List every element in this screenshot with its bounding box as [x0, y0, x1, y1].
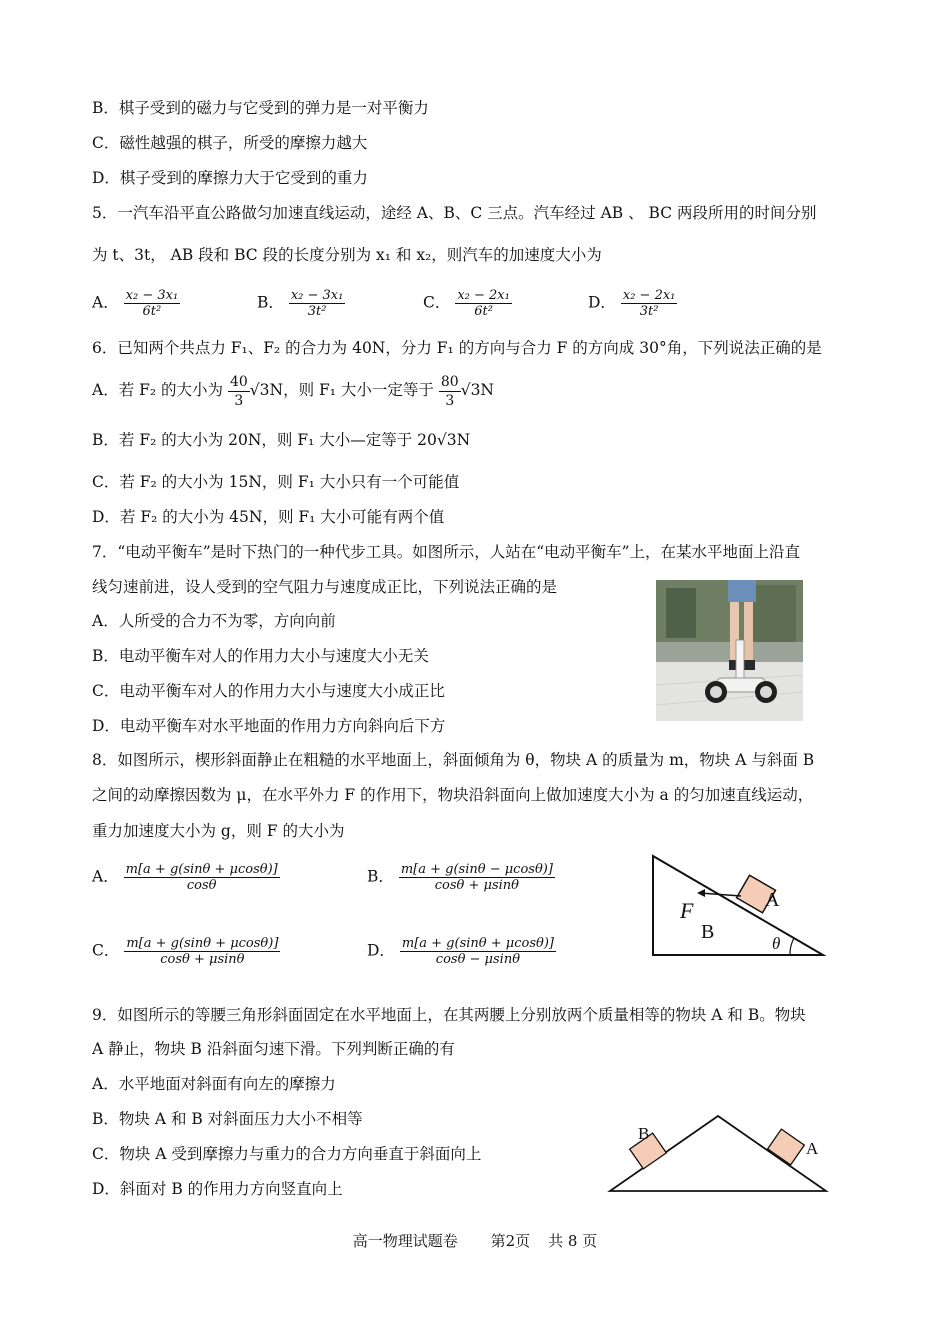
angle-theta-label: θ	[772, 934, 781, 953]
footer-page: 第2页	[490, 1232, 531, 1250]
q9-stem-line1: 9．如图所示的等腰三角形斜面固定在水平地面上，在其两腰上分别放两个质量相等的物块 A 和 B。物块	[92, 1006, 806, 1024]
q7-stem-line2: 线匀速前进，设人受到的空气阻力与速度成正比，下列说法正确的是	[92, 578, 558, 596]
q6-stem: 6．已知两个共点力 F₁、F₂ 的合力为 40N，分力 F₁ 的方向与合力 F 的方向成 30°角，下列说法正确的是	[92, 339, 822, 357]
q9-option-c: C．物块 A 受到摩擦力与重力的合力方向垂直于斜面向上	[92, 1145, 482, 1163]
isosceles-slope-diagram	[600, 1110, 835, 1195]
block-a-label: A	[765, 889, 780, 911]
q8-option-d: D． $\frac{m[a + g(\sin\theta + \mu\cos\theta)]}{\cos\theta - \mu\sin\theta}$	[367, 936, 554, 967]
q6-option-b: B．若 F₂ 的大小为 20N，则 F₁ 大小—定等于 20√3N	[92, 431, 471, 449]
q6-option-a: A．若 F₂ 的大小为 $\frac{40}{3}$ √3N，则 F₁ 大小一定等于 $\frac{80}{3}$ √3N	[92, 373, 494, 409]
q8-option-c: C． $\frac{m[a + g(\sin\theta + \mu\cos\theta)]}{\cos\theta + \mu\sin\theta}$	[92, 936, 279, 967]
q7-option-b: B．电动平衡车对人的作用力大小与速度大小无关	[92, 647, 429, 665]
force-f-label: F	[680, 898, 694, 923]
wedge-diagram	[645, 850, 830, 962]
q5-stem-line1: 5．一汽车沿平直公路做匀加速直线运动，途经 A、B、C 三点。汽车经过 AB 、 BC 两段所用的时间分别	[92, 204, 817, 222]
q5-option-b: B． $\frac{\text{x₂ − 3x₁}}{\text{3t²}}$	[257, 288, 344, 319]
q9-stem-line2: A 静止，物块 B 沿斜面匀速下滑。下列判断正确的有	[92, 1040, 455, 1058]
q9-option-b: B．物块 A 和 B 对斜面压力大小不相等	[92, 1110, 363, 1128]
q7-option-d: D．电动平衡车对水平地面的作用力方向斜向后下方	[92, 717, 446, 735]
q7-option-c: C．电动平衡车对人的作用力大小与速度大小成正比	[92, 682, 445, 700]
q9-option-d: D．斜面对 B 的作用力方向竖直向上	[92, 1180, 343, 1198]
page-footer	[0, 1230, 950, 1251]
q4-option-c: C．磁性越强的棋子，所受的摩擦力越大	[92, 134, 368, 152]
q6-option-d: D．若 F₂ 的大小为 45N，则 F₁ 大小可能有两个值	[92, 508, 445, 526]
q8-stem-line2: 之间的动摩擦因数为 μ，在水平外力 F 的作用下，物块沿斜面向上做加速度大小为 a 的匀加速直线运动，	[92, 786, 814, 804]
q5-option-c: C． $\frac{\text{x₂ − 2x₁}}{\text{6t²}}$	[423, 288, 510, 319]
block-b-label: B	[638, 1124, 650, 1143]
q8-option-a: A． $\frac{m[a + g(\sin\theta + \mu\cos\theta)]}{\cos\theta}$	[92, 862, 278, 893]
footer-total: 共 8 页	[548, 1232, 598, 1250]
q7-option-a: A．人所受的合力不为零，方向向前	[92, 612, 336, 630]
q4-option-d: D．棋子受到的摩擦力大于它受到的重力	[92, 169, 368, 187]
q6-option-c: C．若 F₂ 的大小为 15N，则 F₁ 大小只有一个可能值	[92, 473, 460, 491]
q8-stem-line1: 8．如图所示，楔形斜面静止在粗糙的水平地面上，斜面倾角为 θ，物块 A 的质量为 m，物块 A 与斜面 B	[92, 751, 815, 769]
q9-option-a: A．水平地面对斜面有向左的摩擦力	[92, 1075, 336, 1093]
wedge-b-label: B	[701, 921, 715, 943]
q5-option-a: A． $\frac{\text{x₂ − 3x₁}}{\text{6t²}}$	[92, 288, 179, 319]
q7-stem-line1: 7．“电动平衡车”是时下热门的一种代步工具。如图所示，人站在“电动平衡车”上，在某水平地面上沿直	[92, 543, 801, 561]
block-a-label: A	[806, 1139, 819, 1158]
q5-stem-line2: 为 t、3t， AB 段和 BC 段的长度分别为 x₁ 和 x₂，则汽车的加速度大小为	[92, 246, 602, 264]
footer-title: 高一物理试题卷	[352, 1232, 458, 1250]
q4-option-b: B．棋子受到的磁力与它受到的弹力是一对平衡力	[92, 99, 429, 117]
balance-scooter-photo	[656, 580, 803, 721]
q5-option-d: D． $\frac{\text{x₂ − 2x₁}}{\text{3t²}}$	[588, 288, 676, 319]
q8-stem-line3: 重力加速度大小为 g，则 F 的大小为	[92, 822, 345, 840]
q8-option-b: B． $\frac{m[a + g(\sin\theta - \mu\cos\theta)]}{\cos\theta + \mu\sin\theta}$	[367, 862, 553, 893]
